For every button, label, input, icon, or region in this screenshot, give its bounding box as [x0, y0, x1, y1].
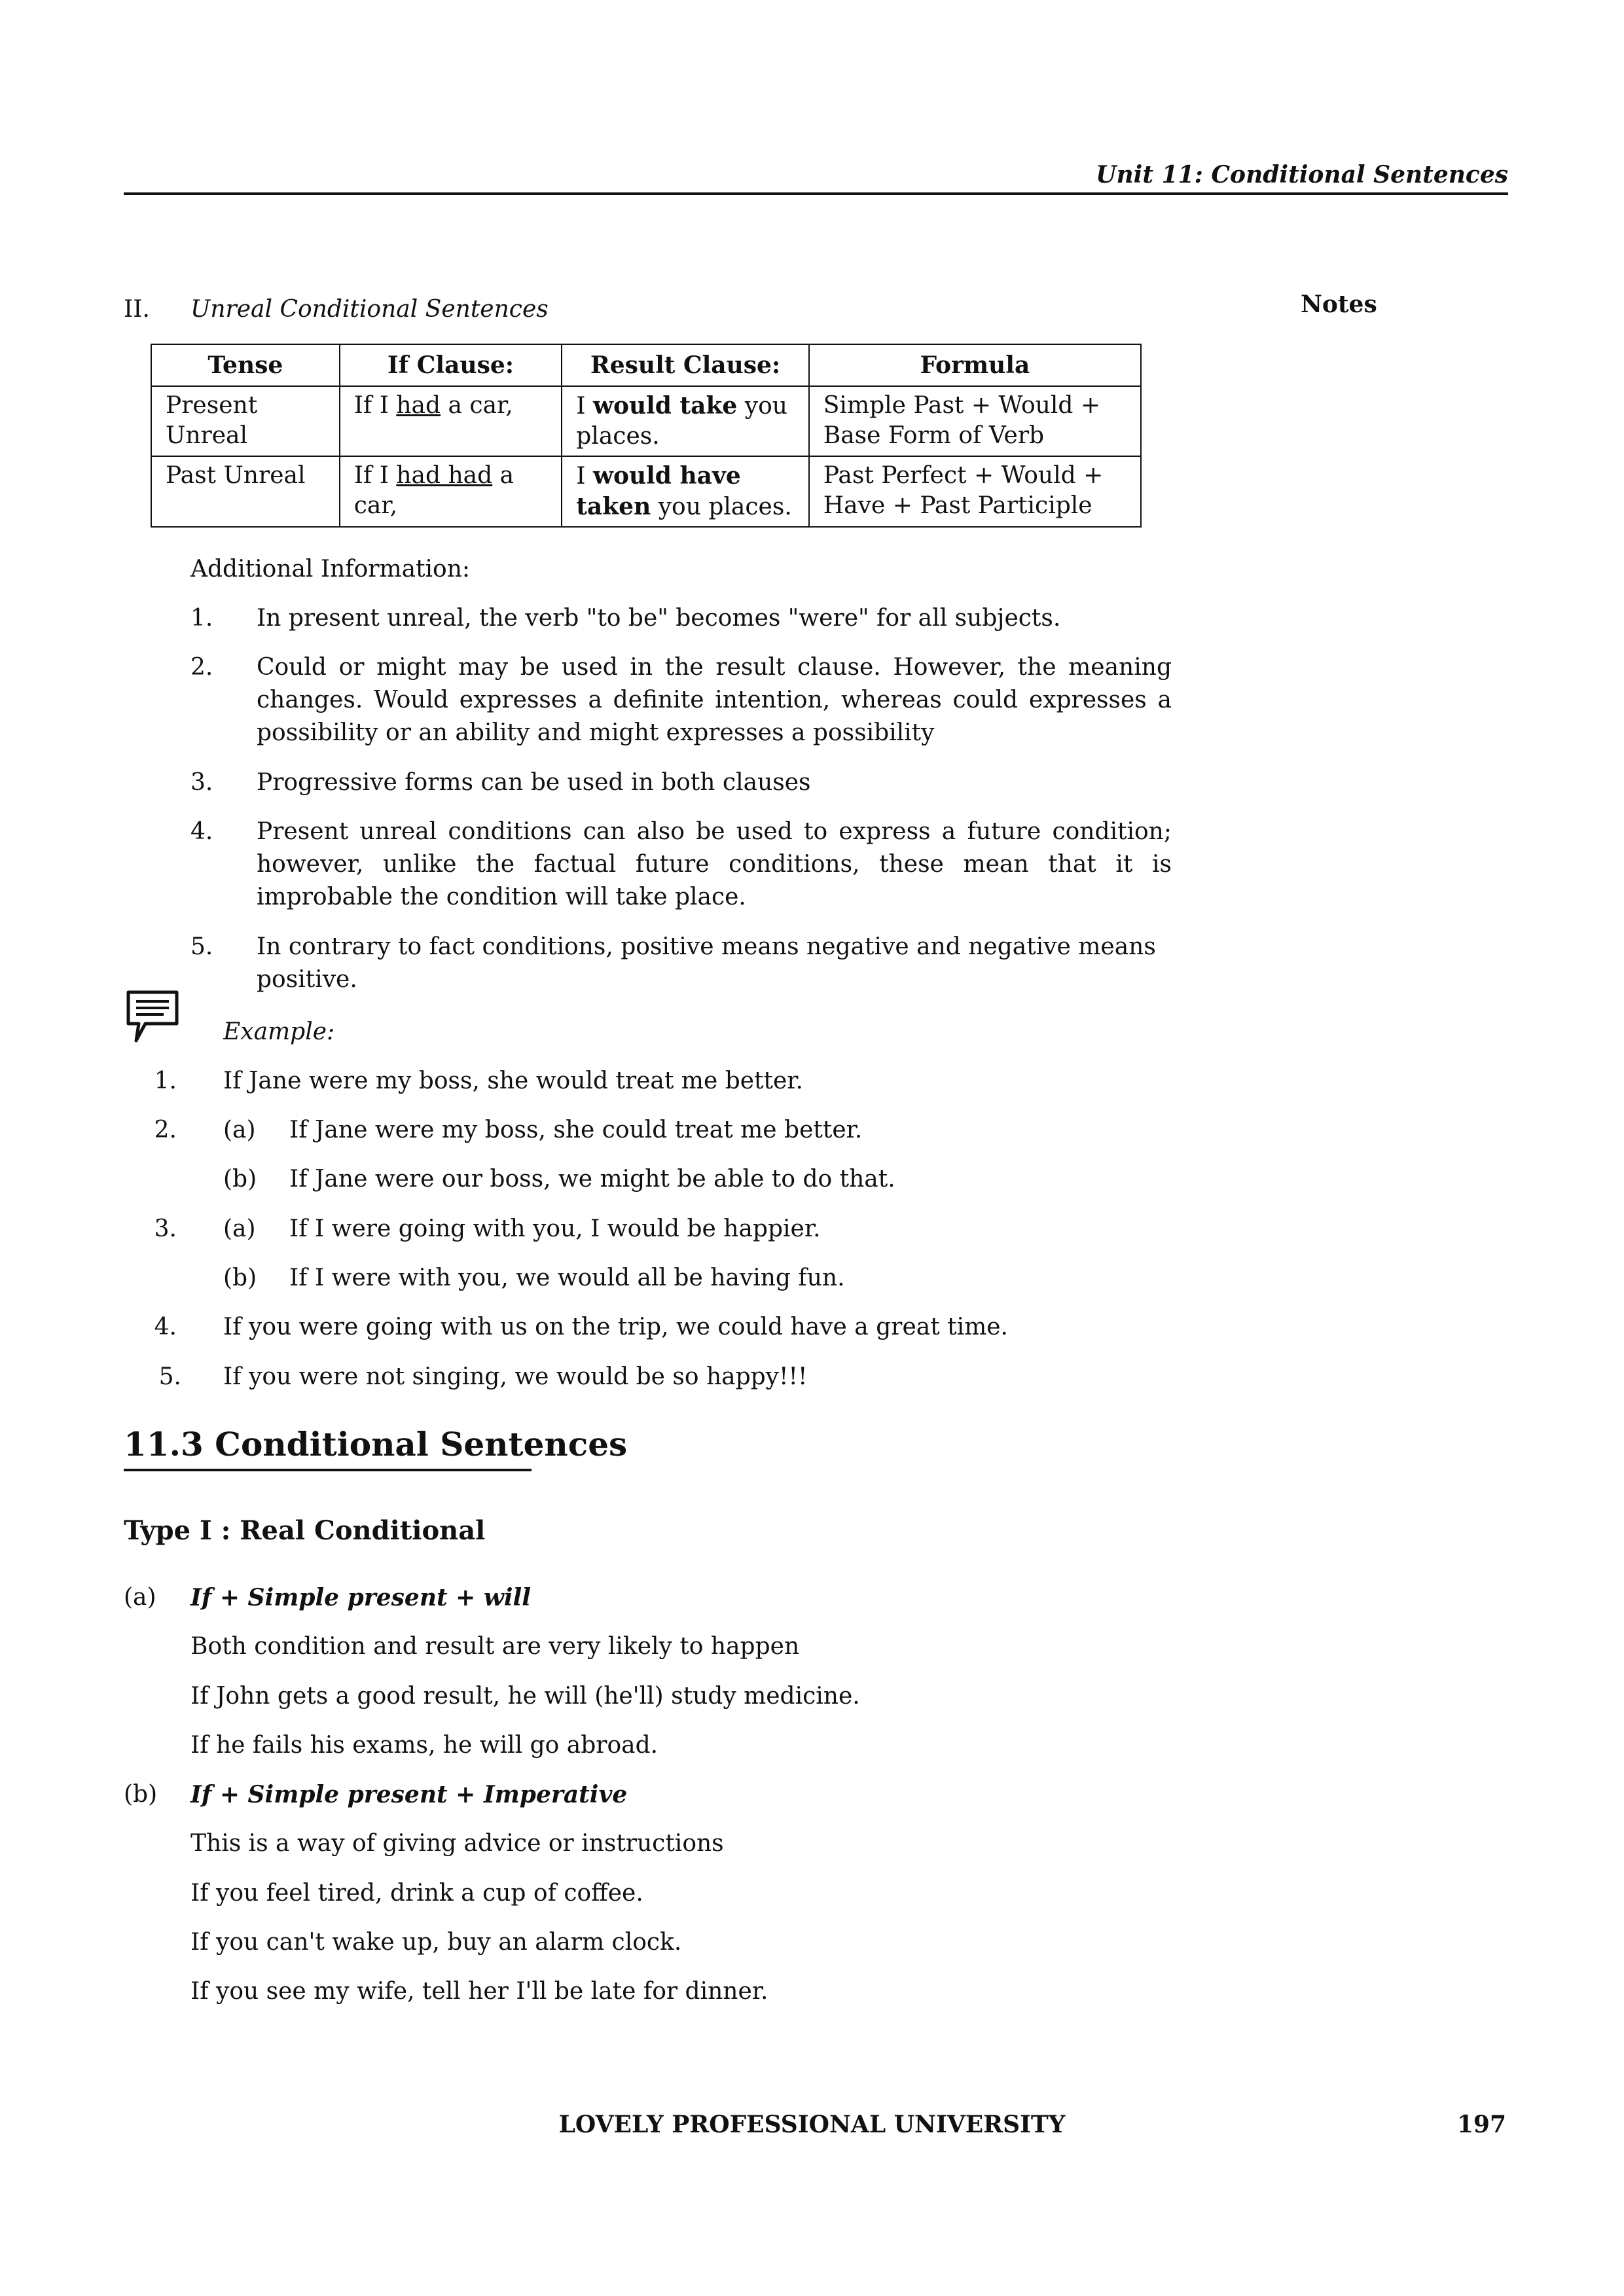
section-title: Unreal Conditional Sentences	[190, 296, 549, 323]
example-text: If you were not singing, we would be so happy!!!	[223, 1363, 808, 1390]
body-line: If you see my wife, tell her I'll be late for dinner.	[190, 1978, 768, 2005]
body-line: This is a way of giving advice or instructions	[190, 1830, 724, 1857]
example-label: Example:	[223, 1018, 335, 1045]
list-number: 5.	[190, 933, 213, 960]
body-line: If he fails his exams, he will go abroad.	[190, 1732, 659, 1759]
list-number: 1.	[190, 605, 213, 632]
if-clause-verb: had	[396, 392, 441, 419]
result-clause-verb: would take	[592, 392, 738, 420]
example-sub-label: (a)	[223, 1117, 256, 1143]
list-number: 3.	[190, 769, 213, 796]
running-header: Unit 11: Conditional Sentences	[1096, 161, 1508, 188]
example-number: 2.	[154, 1117, 177, 1143]
unreal-conditional-table	[151, 344, 1142, 528]
result-clause-suffix: you places.	[576, 393, 787, 450]
if-clause-suffix: a car,	[353, 462, 514, 519]
body-line: If you can't wake up, buy an alarm clock.	[190, 1929, 682, 1956]
example-text: If Jane were my boss, she could treat me better.	[289, 1117, 863, 1143]
body-line: If John gets a good result, he will (he'll) study medicine.	[190, 1683, 860, 1710]
speech-bubble-notes-icon	[126, 990, 181, 1045]
formula-text: If + Simple present + will	[190, 1584, 531, 1611]
tense-cell: Past Unreal	[151, 456, 340, 527]
if-clause-cell	[340, 456, 562, 527]
header-rule	[124, 192, 1508, 195]
heading-underline	[124, 1469, 532, 1471]
list-item: In contrary to fact conditions, positive means negative and negative means positive.	[257, 933, 1156, 993]
example-text: If Jane were our boss, we might be able to do that.	[289, 1166, 895, 1193]
item-label: (b)	[124, 1781, 158, 1808]
example-text: If I were going with you, I would be happier.	[289, 1215, 821, 1242]
example-sub-label: (b)	[223, 1166, 257, 1193]
result-clause-prefix: I	[576, 463, 593, 490]
formula-text: If + Simple present + Imperative	[190, 1781, 628, 1808]
list-number: 2.	[190, 654, 213, 681]
tense-cell: Present Unreal	[151, 386, 340, 456]
list-item: Present unreal conditions can also be used to express a future condition; however, unlike the factual future conditions, these mean that it is improbable the condition will take place.	[257, 818, 1172, 910]
table-header-cell: Tense	[151, 344, 340, 386]
subsection-heading: Type I : Real Conditional	[124, 1515, 486, 1546]
table-header-row	[151, 344, 1141, 386]
result-clause-cell	[562, 386, 808, 456]
list-item: Progressive forms can be used in both clauses	[257, 769, 811, 796]
result-clause-verb: would have taken	[576, 462, 741, 520]
example-text: If you were going with us on the trip, we could have a great time.	[223, 1314, 1008, 1340]
if-clause-suffix: a car,	[441, 392, 513, 419]
if-clause-cell	[340, 386, 562, 456]
section-number: II.	[124, 296, 150, 323]
additional-info-label: Additional Information:	[190, 556, 471, 583]
list-item: In present unreal, the verb "to be" becomes "were" for all subjects.	[257, 605, 1061, 632]
example-number: 5.	[158, 1363, 181, 1390]
if-clause-verb: had had	[396, 462, 493, 489]
section-heading: 11.3 Conditional Sentences	[124, 1425, 628, 1463]
notes-margin-label: Notes	[1301, 291, 1377, 318]
example-sub-label: (a)	[223, 1215, 256, 1242]
result-clause-suffix: you places.	[651, 493, 792, 520]
list-number: 4.	[190, 818, 213, 845]
result-clause-cell	[562, 456, 808, 527]
table-header-cell: Formula	[809, 344, 1141, 386]
table-header-cell: Result Clause:	[562, 344, 808, 386]
item-label: (a)	[124, 1584, 156, 1611]
example-number: 3.	[154, 1215, 177, 1242]
table-row	[151, 456, 1141, 527]
table-header-cell: If Clause:	[340, 344, 562, 386]
if-clause-prefix: If I	[353, 462, 397, 489]
example-sub-label: (b)	[223, 1265, 257, 1291]
body-line: If you feel tired, drink a cup of coffee.	[190, 1880, 643, 1907]
formula-cell: Simple Past + Would + Base Form of Verb	[809, 386, 1141, 456]
example-text: If I were with you, we would all be having fun.	[289, 1265, 845, 1291]
example-number: 1.	[154, 1067, 177, 1094]
page-number: 197	[1456, 2111, 1506, 2138]
formula-cell: Past Perfect + Would + Have + Past Participle	[809, 456, 1141, 527]
if-clause-prefix: If I	[353, 392, 397, 419]
example-text: If Jane were my boss, she would treat me better.	[223, 1067, 803, 1094]
list-item: Could or might may be used in the result clause. However, the meaning changes. Would expresses a definite intention, whereas could expresses a possibility or an ability and might expresses a possibility	[257, 654, 1172, 746]
body-line: Both condition and result are very likely to happen	[190, 1633, 800, 1660]
result-clause-prefix: I	[576, 393, 593, 420]
example-number: 4.	[154, 1314, 177, 1340]
table-row	[151, 386, 1141, 456]
footer-university: LOVELY PROFESSIONAL UNIVERSITY	[558, 2111, 1066, 2138]
